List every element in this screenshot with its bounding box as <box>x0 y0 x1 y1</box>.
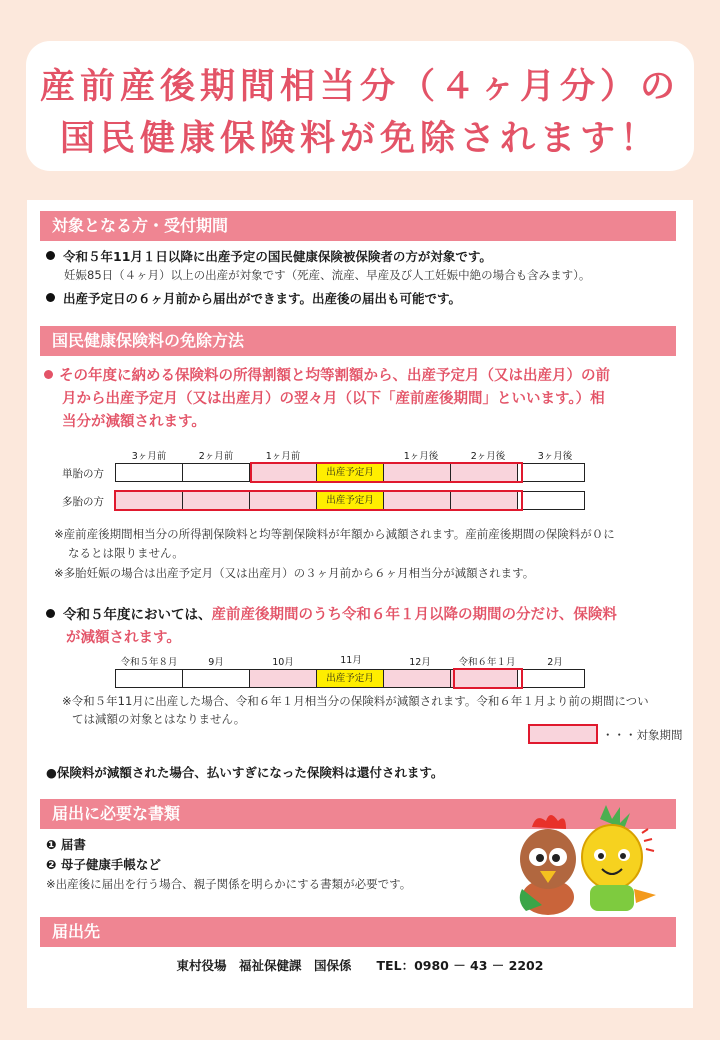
pineapple-mascot-icon <box>582 805 656 911</box>
title-box <box>26 41 694 171</box>
bullet-icon <box>46 293 55 302</box>
month-label: 9月 <box>208 657 224 668</box>
month-label: 令和５年８月 <box>120 657 178 668</box>
contact-info: 東村役場 福祉保健課 国保係 TEL：0980 － 43 － 2202 <box>176 958 544 973</box>
refund-note: ●保険料が減額された場合、払いすぎになった保険料は還付されます。 <box>46 765 444 780</box>
section-header-eligibility: 対象となる方・受付期間 <box>40 211 676 241</box>
target-period-frame <box>453 668 523 689</box>
due-month-cell: 出産予定月 <box>316 669 384 688</box>
legend-swatch <box>528 724 598 744</box>
legend-label: ・・・対象期間 <box>602 728 683 742</box>
row-label-multi: 多胎の方 <box>62 496 104 508</box>
section-header-method: 国民健康保険料の免除方法 <box>40 326 676 356</box>
month-label: 2ヶ月後 <box>470 451 506 462</box>
bullet-icon <box>44 370 53 379</box>
title-line-2: 国民健康保険料が免除されます！ <box>59 119 660 159</box>
month-cell-non-target <box>383 669 451 688</box>
method-lead-line-1: その年度に納める保険料の所得割額と均等割額から、出産予定月（又は出産月）の前 <box>44 364 610 385</box>
month-label: 3ヶ月前 <box>131 451 167 462</box>
month-cell <box>517 491 585 510</box>
month-label: 2月 <box>547 657 563 668</box>
document-item-1: ❶ 届書 <box>46 837 86 852</box>
month-label: 2ヶ月前 <box>198 451 234 462</box>
month-cell <box>115 669 183 688</box>
note-3-line-2: ては減額の対象とはなりません。 <box>72 712 246 726</box>
month-cell <box>182 669 250 688</box>
title-line-1: 産前産後期間相当分（４ヶ月分）の <box>39 67 680 107</box>
documents-note: ※出産後に届出を行う場合、親子関係を明らかにする書類が必要です。 <box>46 877 412 891</box>
month-label: 1ヶ月前 <box>265 451 301 462</box>
month-label: 1ヶ月後 <box>403 451 439 462</box>
month-cell <box>517 463 585 482</box>
method-lead-line-2: 月から出産予定月（又は出産月）の翌々月（以下「産前産後期間」といいます。）相 <box>62 391 605 407</box>
note-3-line-1: ※令和５年11月に出産した場合、令和６年１月相当分の保険料が減額されます。令和６年１月より前の期間につい <box>62 694 649 708</box>
section-header-submission: 届出先 <box>40 917 676 947</box>
month-label: 12月 <box>409 657 431 668</box>
due-month-cell: 出産予定月 <box>316 491 384 510</box>
month-cell-non-target <box>249 669 317 688</box>
month-label: 10月 <box>272 657 294 668</box>
month-cell <box>517 669 585 688</box>
target-period-frame <box>250 462 523 483</box>
bird-mascot-icon <box>520 815 576 915</box>
bullet-icon <box>46 251 55 260</box>
month-label: 11月 <box>340 655 362 666</box>
row-label-single: 単胎の方 <box>62 468 104 480</box>
section-header-documents: 届出に必要な書類 <box>40 799 676 829</box>
note-2: ※多胎妊娠の場合は出産予定月（又は出産月）の３ヶ月前から６ヶ月相当分が減額されます。 <box>54 566 535 580</box>
eligibility-bullet-2: 出産予定日の６ヶ月前から届出ができます。出産後の届出も可能です。 <box>46 289 461 307</box>
month-label: 3ヶ月後 <box>537 451 573 462</box>
target-period-frame <box>114 490 523 511</box>
month-cell <box>115 463 183 482</box>
fy2023-line-1: 令和５年度においては、産前産後期間のうち令和６年１月以降の期間の分だけ、保険料 <box>46 603 617 624</box>
note-1-line-1: ※産前産後期間相当分の所得割保険料と均等割保険料が年額から減額されます。産前産後期間の保険料が０に <box>54 527 615 541</box>
bullet-icon <box>46 609 55 618</box>
mascot-illustration <box>496 805 666 917</box>
due-month-cell: 出産予定月 <box>316 463 384 482</box>
document-item-2: ❷ 母子健康手帳など <box>46 857 161 872</box>
fy2023-line-2: が減額されます。 <box>66 630 181 646</box>
eligibility-note: 妊娠85日（４ヶ月）以上の出産が対象です（死産、流産、早産及び人工妊娠中絶の場合も含みます）。 <box>64 268 591 282</box>
month-label: 令和６年１月 <box>458 657 516 668</box>
note-1-line-2: なるとは限りません。 <box>68 546 184 560</box>
month-cell <box>182 463 250 482</box>
method-lead-line-3: 当分が減額されます。 <box>62 414 206 430</box>
eligibility-bullet-1: 令和５年11月１日以降に出産予定の国民健康保険被保険者の方が対象です。 <box>46 247 492 265</box>
